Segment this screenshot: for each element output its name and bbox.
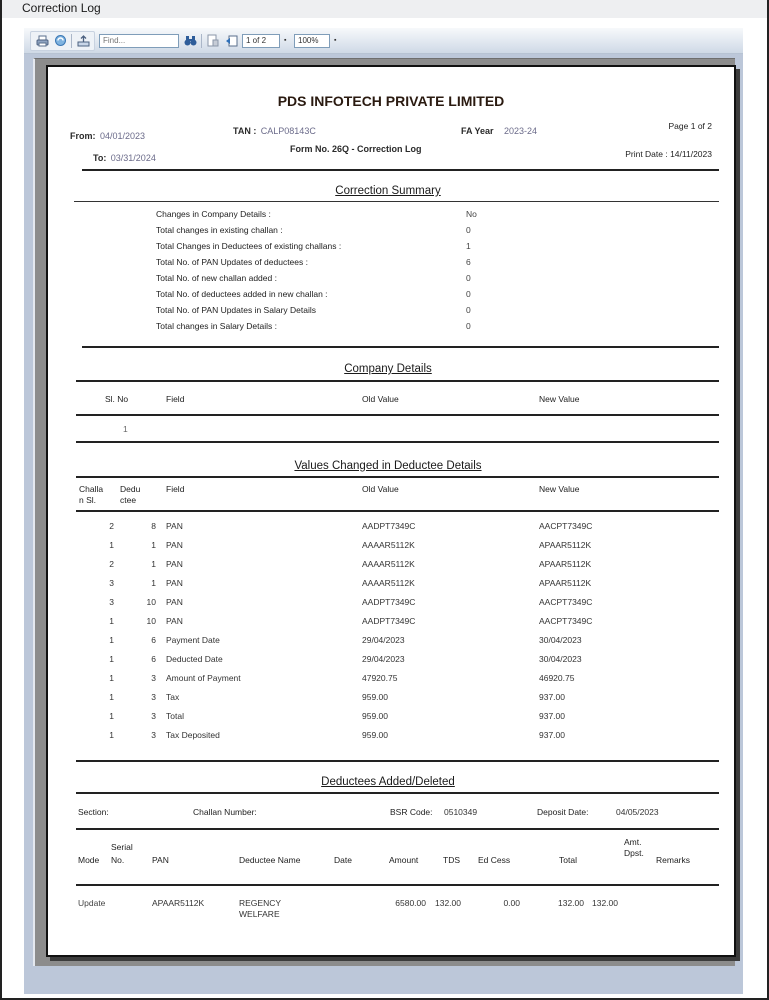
find-input[interactable] (99, 34, 179, 48)
toolbar-separator (201, 34, 202, 48)
page-info: Page 1 of 2 (668, 121, 712, 131)
company-row-sl-no: 1 (123, 424, 128, 434)
to-value: 03/31/2024 (110, 153, 156, 163)
deductee-changes-header-rule (76, 510, 719, 512)
form-title: Form No. 26Q - Correction Log (290, 144, 422, 154)
row-amt-dpst: 132.00 (592, 898, 618, 908)
company-details-title: Company Details (344, 363, 432, 375)
summary-label: Total Changes in Deductees of existing challans : (156, 241, 342, 251)
col-tds: TDS (443, 855, 460, 865)
row-deductee-name: REGENCY WELFARE (239, 898, 282, 919)
col-deductee: Dedu ctee (120, 484, 141, 505)
page-setup-icon (207, 34, 219, 47)
col-challan-sl: Challa n Sl. (79, 484, 104, 505)
deductees-added-header-rule (76, 884, 719, 886)
window-title: Correction Log (22, 1, 101, 15)
page-number-input[interactable] (242, 34, 280, 48)
fa-year-value: 2023-24 (503, 126, 538, 136)
export-icon (77, 34, 90, 47)
col-amt-dpst: Amt. Dpst. (624, 837, 644, 858)
summary-value: No (466, 209, 477, 219)
summary-value: 1 (466, 241, 471, 251)
col-new-value: New Value (539, 484, 580, 494)
tan-field (233, 121, 316, 139)
section-label: Section: (78, 807, 109, 817)
col-old-value: Old Value (362, 484, 399, 494)
col-ed-cess: Ed Cess (478, 855, 511, 865)
header-divider (82, 169, 719, 171)
zoom-dropdown-icon[interactable]: ▪ (334, 37, 337, 44)
print-button[interactable] (35, 34, 49, 48)
row-ed-cess: 0.00 (503, 898, 520, 908)
summary-value: 0 (466, 225, 471, 235)
zoom-input[interactable] (294, 34, 330, 48)
toolbar-separator (71, 34, 72, 48)
correction-summary-title: Correction Summary (335, 185, 441, 197)
summary-value: 0 (466, 289, 471, 299)
deposit-date-label: Deposit Date: (537, 807, 589, 817)
back-icon (225, 34, 238, 47)
row-pan: APAAR5112K (152, 898, 205, 908)
title-bar (2, 0, 767, 18)
report-viewer (24, 28, 743, 994)
deductee-changes-title: Values Changed in Deductee Details (294, 460, 482, 472)
row-total: 132.00 (558, 898, 584, 908)
company-details-header-rule (76, 414, 719, 416)
bsr-code-value: 0510349 (444, 807, 478, 817)
row-mode: Update (78, 898, 106, 908)
col-date: Date (334, 855, 352, 865)
col-old-value: Old Value (362, 394, 399, 404)
col-deductee-name: Deductee Name (239, 855, 301, 865)
company-details-top-rule (76, 380, 719, 382)
bsr-code-label: BSR Code: (390, 807, 433, 817)
tan-label: TAN : (233, 126, 257, 136)
toolbar-actions (30, 31, 95, 51)
col-amount: Amount (389, 855, 419, 865)
summary-value: 0 (466, 305, 471, 315)
print-date: Print Date : 14/11/2023 (625, 149, 712, 159)
to-label: To: (93, 153, 107, 163)
page-dropdown-icon[interactable]: ▪ (284, 37, 287, 44)
from-value: 04/01/2023 (99, 131, 145, 141)
deductee-changes-top-rule (76, 476, 719, 478)
binoculars-icon (184, 35, 197, 47)
summary-bottom-rule (82, 346, 719, 348)
to-field (93, 148, 156, 166)
summary-label: Total No. of PAN Updates in Salary Details (156, 305, 316, 315)
back-to-parent-button[interactable] (224, 34, 238, 48)
deductee-changes-bottom-rule (76, 760, 719, 762)
row-amount: 6580.00 (395, 898, 426, 908)
summary-label: Total changes in existing challan : (156, 225, 283, 235)
printer-icon (36, 35, 49, 47)
from-label: From: (70, 131, 96, 141)
col-total: Total (559, 855, 577, 865)
summary-top-rule (74, 201, 719, 202)
col-sl-no: Sl. No (105, 394, 129, 404)
viewer-toolbar (24, 28, 743, 54)
deductees-added-top-rule (76, 792, 719, 794)
fa-year-label: FA Year (461, 126, 494, 136)
summary-label: Changes in Company Details : (156, 209, 271, 219)
summary-label: Total No. of new challan added : (156, 273, 277, 283)
deductees-added-title: Deductees Added/Deleted (321, 776, 455, 788)
summary-value: 6 (466, 257, 471, 267)
company-details-bottom-rule (76, 441, 719, 443)
fa-year-field (461, 121, 537, 139)
col-field: Field (166, 484, 185, 494)
col-new-value: New Value (539, 394, 580, 404)
company-name: PDS INFOTECH PRIVATE LIMITED (277, 93, 505, 109)
summary-label: Total No. of deductees added in new challan : (156, 289, 328, 299)
deductees-added-info-rule (76, 828, 719, 830)
col-pan: PAN (152, 855, 169, 865)
report-page: PDS INFOTECH PRIVATE LIMITED From: 04/01/2023 To: 03/31/2024 TAN : CALP08143C FA Year 2023-24 Page 1 of 2 Form No. 26Q - Correction Log Print Date : 14/11/2023 Correction Summary Changes in Company Details : No Total changes in existing challan : 0 Total Changes in Deductees of existing challans : 1 Total No. of PAN Updates of deductees : 6 Total No. of new challan added : 0 Total No. of deductees added in new challan : 0 Total No. of PAN Updates in Salary Details 0 Total changes in Salary Details : 0 Company Details Sl. No Field Old Value New Value 1 Values Changed in Deductee Details Challa n Sl. Dedu ctee Field Old Value New Value 2 8 PAN AADPT7349C AACPT7349C 1 1 PAN AAAAR5112K APAAR5112K 2 1 PAN AAAAR5112K APAAR5112K 3 1 PAN AAAAR5112K APAAR5112K 3 10 PAN AADPT7349C AACPT7349C 1 10 PAN AADPT7349C AACPT7349C 1 6 Payment Date 29/04/2023 30/04/2023 1 6 Deducted Date 29/04/2023 30/04/2023 1 3 Amount of Payment 47920.75 46920.75 1 3 Tax 959.00 937.00 1 3 Total 959.00 937.00 1 3 Tax Deposited 959.00 937.00 Deductees Added/Deleted Section: Challan Number: BSR Code: 0510349 Deposit Date: 04/05/2023 Mode Serial No. PAN Deductee Name Date Amount TDS Ed Cess Total Amt. Dpst. Remarks Update APAAR5112K REGENCY WELFARE 6580.00 132.00 0.00 132.00 132.00 (46, 65, 736, 957)
refresh-icon (54, 34, 67, 47)
summary-value: 0 (466, 273, 471, 283)
from-field (70, 126, 145, 144)
challan-number-label: Challan Number: (193, 807, 257, 817)
refresh-button[interactable] (53, 34, 67, 48)
col-mode: Mode (78, 855, 100, 865)
deposit-date-value: 04/05/2023 (616, 807, 659, 817)
col-field: Field (166, 394, 185, 404)
summary-label: Total changes in Salary Details : (156, 321, 277, 331)
col-remarks: Remarks (656, 855, 691, 865)
page-setup-button[interactable] (206, 34, 220, 48)
summary-label: Total No. of PAN Updates of deductees : (156, 257, 308, 267)
export-button[interactable] (76, 34, 90, 48)
row-tds: 132.00 (435, 898, 461, 908)
col-serial-no: Serial No. (111, 842, 133, 865)
report-canvas[interactable] (33, 58, 735, 966)
summary-value: 0 (466, 321, 471, 331)
tan-value: CALP08143C (260, 126, 316, 136)
find-button[interactable] (183, 34, 197, 48)
